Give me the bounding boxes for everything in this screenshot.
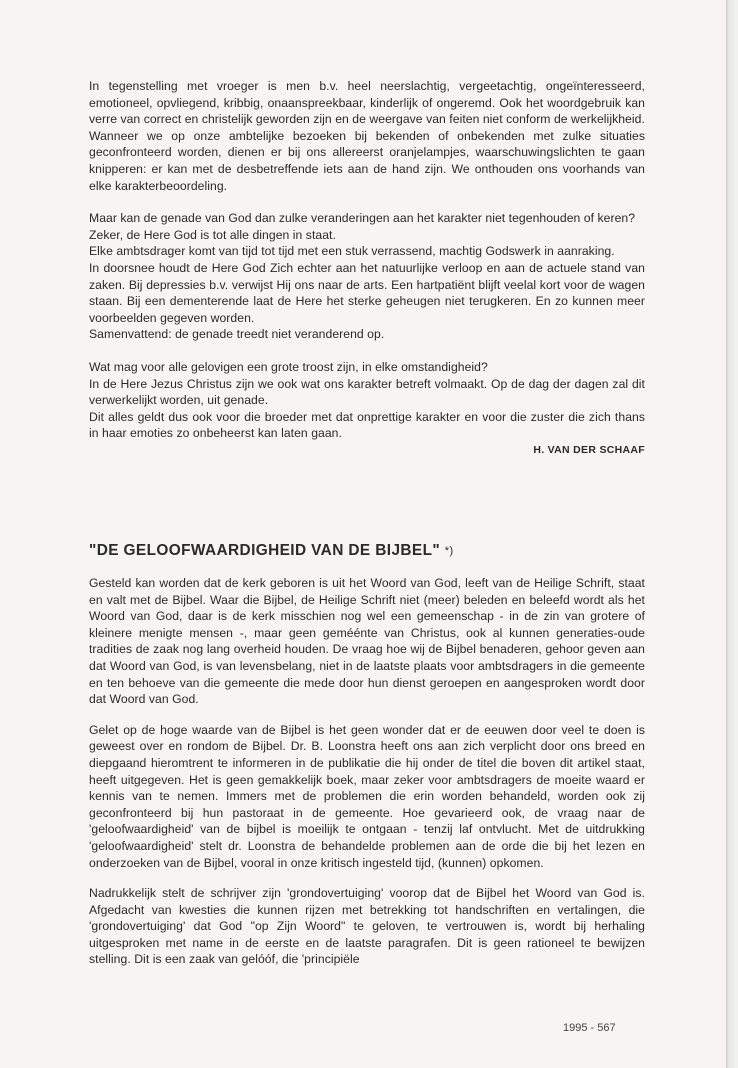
article-heading — [89, 542, 649, 560]
paragraph: Wat mag voor alle gelovigen een grote troost zijn, in elke omstandigheid? — [89, 359, 488, 374]
paragraph: Nadrukkelijk stelt de schrijver zijn 'grondovertuiging' voorop dat de Bijbel het Woord van God is. Afgedacht van kwesties die kunnen rijzen met betrekking tot handschriften en vertalingen, die 'grondovertuiging' dat God "op Zijn Woord" te geloven, te vertrouwen is, wordt bij herhaling uitgesproken met name in de eerste en de laatste paragrafen. Dit is geen rationeel te bewijzen stelling. Dit is een zaak van gelóóf, die 'principiële — [89, 886, 645, 967]
paragraph: In de Here Jezus Christus zijn we ook wat ons karakter betreft volmaakt. Op de dag der dagen zal dit verwerkelijkt worden, uit genade. — [89, 376, 645, 408]
paragraph: In doorsnee houdt de Here God Zich echter aan het natuurlijke verloop en aan de actuele stand van zaken. Bij depressies b.v. verwijst Hij ons naar de arts. Een hartpatiënt blijft veelal kort voor de wagen staan. Bij een dementerende laat de Here het sterke geheugen niet terugkeren. En zo kunnen meer voorbeelden gegeven worden. — [89, 260, 645, 325]
paragraph: Zeker, de Here God is tot alle dingen in staat. — [89, 227, 336, 242]
paragraph: Dit alles geldt dus ook voor die broeder met dat onprettige karakter en voor die zuster die zich thans in haar emoties zo onbeheerst kan laten gaan. — [89, 409, 645, 441]
paragraph: Gesteld kan worden dat de kerk geboren is uit het Woord van God, leeft van de Heilige Schrift, staat en valt met de Bijbel. Waar die Bijbel, de Heilige Schrift niet (meer) beleden en beleefd wordt als het Woord van God, daar is de kerk misschien nog wel een gemeenschap - in de zin van grotere of kleinere menigte mensen -, maar geen geméénte van Christus, ook al kunnen generaties-oude tradities de zaak nog lang overheid houden. De vraag hoe wij de Bijbel benaderen, gehoor geven aan dat Woord van God, is van levensbelang, niet in de laatste plaats voor ambtsdragers in die gemeente en ten behoeve van die gemeente die mede door hun dienst geroepen en aangesproken wordt door dat Woord van God. — [89, 576, 645, 707]
paragraph: In tegenstelling met vroeger is men b.v. heel neerslachtig, vergeetachtig, ongeïnteresseerd, emotioneel, opvliegend, kribbig, onaanspreekbaar, kinderlijk of ongeremd. Ook het woordgebruik kan verre van correct en christelijk geworden zijn en de weergave van feiten niet conform de werkelijkheid. — [89, 79, 645, 127]
article-geloofwaardigheid — [89, 575, 645, 968]
paragraph: Elke ambtsdrager komt van tijd tot tijd met een stuk verrassend, machtig Godswerk in aanraking. — [89, 244, 615, 259]
author-signature: H. VAN DER SCHAAF — [533, 443, 645, 456]
paragraph: Samenvattend: de genade treedt niet veranderend op. — [89, 327, 385, 342]
article-karakter — [89, 78, 645, 456]
article-title: "DE GELOOFWAARDIGHEID VAN DE BIJBEL" — [89, 542, 441, 559]
paragraph: Gelet op de hoge waarde van de Bijbel is het geen wonder dat er de eeuwen door veel te doen is geweest over en rondom de Bijbel. Dr. B. Loonstra heeft ons aan zich verplicht door ons breed en diepgaand hieromtrent te informeren in de publikatie die hij onder de titel die boven dit artikel staat, heeft uitgegeven. Het is geen gemakkelijk boek, maar zeker voor ambtsdragers de moeite waard er kennis van te nemen. Immers met de problemen die erin worden behandeld, worden ook zij geconfronteerd bij hun pastoraat in de gemeente. Hoe gevarieerd ook, de vraag naar de 'geloofwaardigheid' van de bijbel is moeilijk te ontgaan - tenzij laf ontvlucht. Met de uitdrukking 'geloofwaardigheid' stelt dr. Loonstra de behandelde problemen aan de orde die bij het lezen en onderzoeken van de Bijbel, vooral in onze kritisch ingesteld tijd, (kunnen) opkomen. — [89, 722, 645, 870]
page-number: 1995 - 567 — [563, 1022, 616, 1034]
footnote-marker: *) — [444, 545, 454, 557]
paragraph: Wanneer we op onze ambtelijke bezoeken bij bekenden of onbekenden met zulke situaties geconfronteerd worden, dienen er bij ons allereerst oranjelampjes, waarschuwingslichten te gaan knipperen: er kan met de desbetreffende iets aan de hand zijn. We onthouden ons voorhands van elke karakterbeoordeling. — [89, 128, 645, 193]
page-edge — [726, 0, 738, 1068]
paragraph: Maar kan de genade van God dan zulke veranderingen aan het karakter niet tegenhouden of keren? — [89, 211, 636, 226]
